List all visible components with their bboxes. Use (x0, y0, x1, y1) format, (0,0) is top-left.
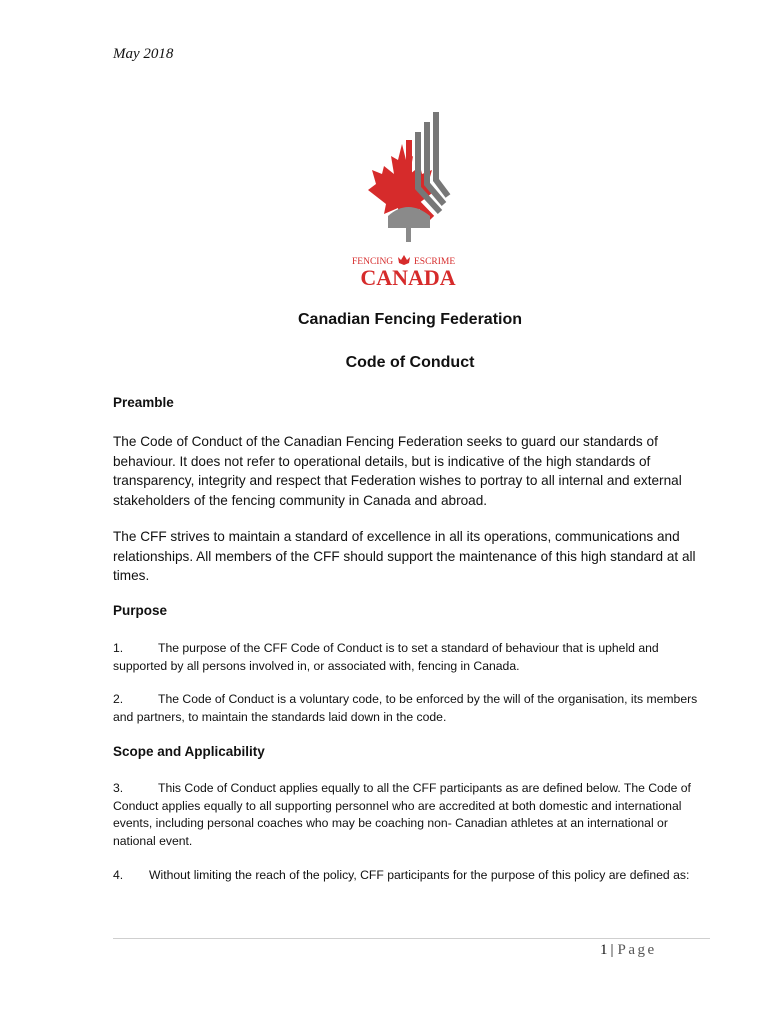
scope-item-3 (113, 780, 713, 850)
page-number: 1 (600, 942, 608, 958)
preamble-heading: Preamble (113, 395, 174, 410)
item-number: 1. (113, 641, 124, 655)
item-text: The purpose of the CFF Code of Conduct is to set a standard of behaviour that is upheld and supported by all persons involved in, or associated with, fencing in Canada. (113, 641, 659, 673)
item-number: 2. (113, 692, 124, 706)
item-text: Without limiting the reach of the policy, CFF participants for the purpose of this policy are defined as: (149, 868, 690, 882)
scope-item-4 (113, 867, 713, 885)
document-title: Canadian Fencing Federation (297, 311, 523, 328)
item-number: 4. (113, 868, 124, 882)
logo-text-escrime: ESCRIME (414, 257, 456, 267)
logo-text-fencing: FENCING (352, 257, 394, 267)
footer-divider (113, 938, 710, 939)
item-text: The Code of Conduct is a voluntary code, to be enforced by the will of the organisation, its members and partners, to maintain the standards laid down in the code. (113, 692, 698, 724)
logo-wordmark-canada: CANADA (360, 265, 456, 290)
document-date: May 2018 (113, 46, 174, 62)
scope-heading: Scope and Applicability (113, 744, 265, 759)
fencer-stripes-graphic (418, 112, 448, 212)
fencing-canada-logo (352, 104, 464, 294)
item-number: 3. (113, 781, 124, 795)
page-label: Page (617, 942, 657, 958)
preamble-paragraph-1: The Code of Conduct of the Canadian Fencing Federation seeks to guard our standards of behaviour. It does not refer to operational details, but is indicative of the high standards of transparency, integrity and respect that Federation wishes to portray to all internal and external stakeholders of the fencing community in Canada and abroad. (113, 434, 682, 508)
fencing-canada-logo-graphic (352, 104, 464, 294)
page-footer (600, 942, 657, 959)
purpose-item-1 (113, 640, 713, 675)
preamble-paragraph-2: The CFF strives to maintain a standard of excellence in all its operations, communications and relationships. All members of the CFF should support the maintenance of this high standard at all times. (113, 529, 696, 583)
purpose-item-2 (113, 691, 713, 726)
document-subtitle: Code of Conduct (345, 354, 475, 371)
item-text: This Code of Conduct applies equally to all the CFF participants as are defined below. The Code of Conduct applies equally to all supporting personnel who are accredited at both domestic and international events, including personal coaches who may be coaching non- Canadian athletes at an international or national event. (113, 781, 691, 848)
footer-separator: | (610, 942, 614, 958)
purpose-heading: Purpose (113, 603, 168, 618)
small-maple-leaf-icon (398, 255, 410, 265)
